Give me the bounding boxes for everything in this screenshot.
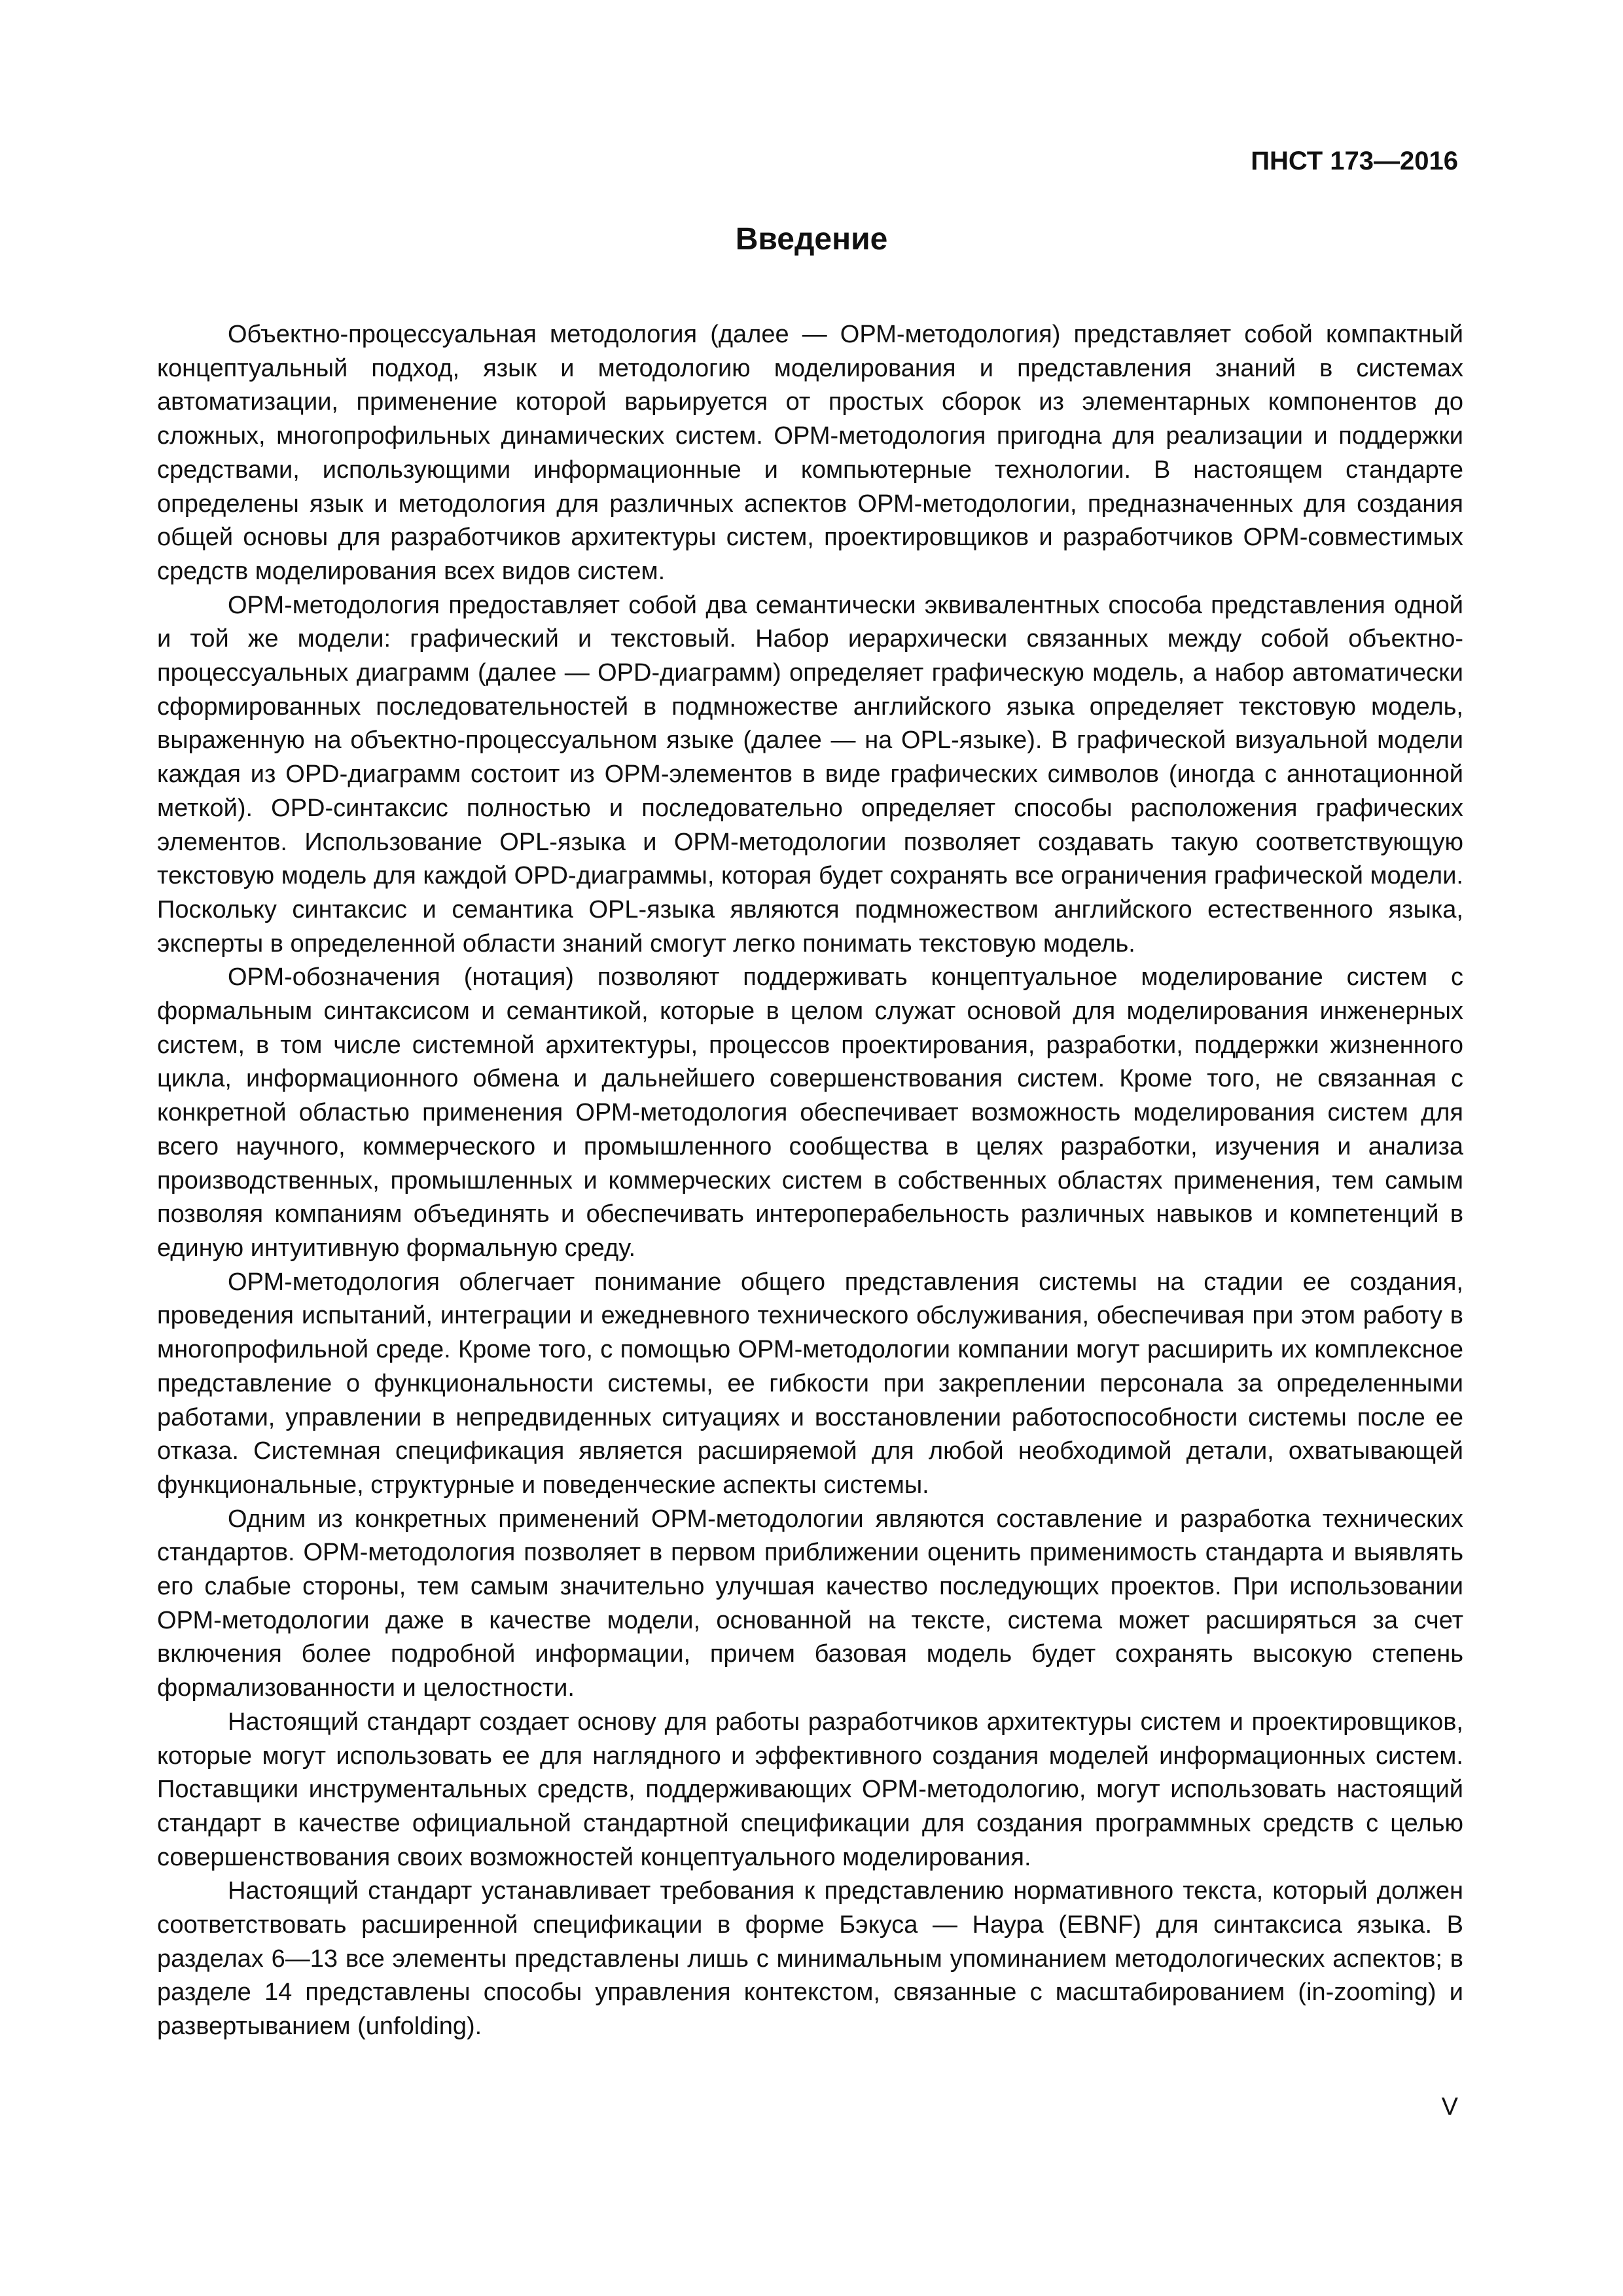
paragraph-7: Настоящий стандарт устанавливает требования к представлению нормативного текста, который должен соответствовать расширенной спецификации в форме Бэкуса — Наура (EBNF) для синтаксиса языка. В разделах 6—13 все элементы представлены лишь с минимальным упоминанием методологических аспектов; в разделе 14 представлены способы управления контекстом, связанные с масштабированием (in-zooming) и развертыванием (unfolding). [157, 1877, 1463, 2041]
paragraph-3: ОРМ-обозначения (нотация) позволяют поддерживать концептуальное моделирование систем с формальным синтаксисом и семантикой, которые в целом служат основой для моделирования инженерных систем, в том числе системной архитектуры, процессов проектирования, разработки, поддержки жизненного цикла, информационного обмена и дальнейшего совершенствования систем. Кроме того, не связанная с конкретной областью применения ОРМ-методология обеспечивает возможность моделирования систем для всего научного, коммерческого и промышленного сообщества в целях разработки, изучения и анализа производственных, промышленных и коммерческих систем в собственных областях применения, тем самым позволяя компаниям объединять и обеспечивать интероперабельность различных навыков и компетенций в единую интуитивную формальную среду. [157, 963, 1463, 1262]
standard-code-header: ПНСТ 173—2016 [1251, 147, 1458, 175]
paragraph-1: Объектно-процессуальная методология (далее — ОРМ-методология) представляет собой компактный концептуальный подход, язык и методологию моделирования и представления знаний в системах автоматизации, применение которой варьируется от простых сборок из элементарных компонентов до сложных, многопрофильных динамических систем. ОРМ-методология пригодна для реализации и поддержки средствами, использующими информационные и компьютерные технологии. В настоящем стандарте определены язык и методология для различных аспектов ОРМ-методологии, предназначенных для создания общей основы для разработчиков архитектуры систем, проектировщиков и разработчиков ОРМ-совместимых средств моделирования всех видов систем. [157, 321, 1463, 585]
page-title: Введение [735, 222, 888, 257]
page-number: V [1441, 2093, 1458, 2121]
paragraph-4: ОРМ-методология облегчает понимание общего представления системы на стадии ее создания, проведения испытаний, интеграции и ежедневного технического обслуживания, обеспечивая при этом работу в многопрофильной среде. Кроме того, с помощью ОРМ-методологии компании могут расширить их комплексное представление о функциональности системы, ее гибкости при закреплении персонала за определенными работами, управлении в непредвиденных ситуациях и восстановлении работоспособности системы после ее отказа. Системная спецификация является расширяемой для любой необходимой детали, охватывающей функциональные, структурные и поведенческие аспекты системы. [157, 1268, 1463, 1499]
body-text [157, 318, 1463, 2044]
paragraph-6: Настоящий стандарт создает основу для работы разработчиков архитектуры систем и проектировщиков, которые могут использовать ее для наглядного и эффективного создания моделей информационных систем. Поставщики инструментальных средств, поддерживающих ОРМ-методологию, могут использовать настоящий стандарт в качестве официальной стандартной спецификации для создания программных средств с целью совершенствования своих возможностей концептуального моделирования. [157, 1708, 1463, 1871]
paragraph-5: Одним из конкретных применений ОРМ-методологии являются составление и разработка технических стандартов. ОРМ-методология позволяет в первом приближении оценить применимость стандарта и выявлять его слабые стороны, тем самым значительно улучшая качество последующих проектов. При использовании ОРМ-методологии даже в качестве модели, основанной на тексте, система может расширяться за счет включения более подробной информации, причем базовая модель будет сохранять высокую степень формализованности и целостности. [157, 1505, 1463, 1702]
paragraph-2: ОРМ-методология предоставляет собой два семантически эквивалентных способа представления одной и той же модели: графический и текстовый. Набор иерархически связанных между собой объектно-процессуальных диаграмм (далее — OPD-диаграмм) определяет графическую модель, а набор автоматически сформированных последовательностей в подмножестве английского языка определяет текстовую модель, выраженную на объектно-процессуальном языке (далее — на OPL-языке). В графической визуальной модели каждая из OPD-диаграмм состоит из ОРМ-элементов в виде графических символов (иногда с аннотационной меткой). OPD-синтаксис полностью и последовательно определяет способы расположения графических элементов. Использование OPL-языка и ОРМ-методологии позволяет создавать такую соответствующую текстовую модель для каждой OPD-диаграммы, которая будет сохранять все ограничения графической модели. Поскольку синтаксис и семантика OPL-языка являются подмножеством английского естественного языка, эксперты в определенной области знаний смогут легко понимать текстовую модель. [157, 591, 1463, 958]
